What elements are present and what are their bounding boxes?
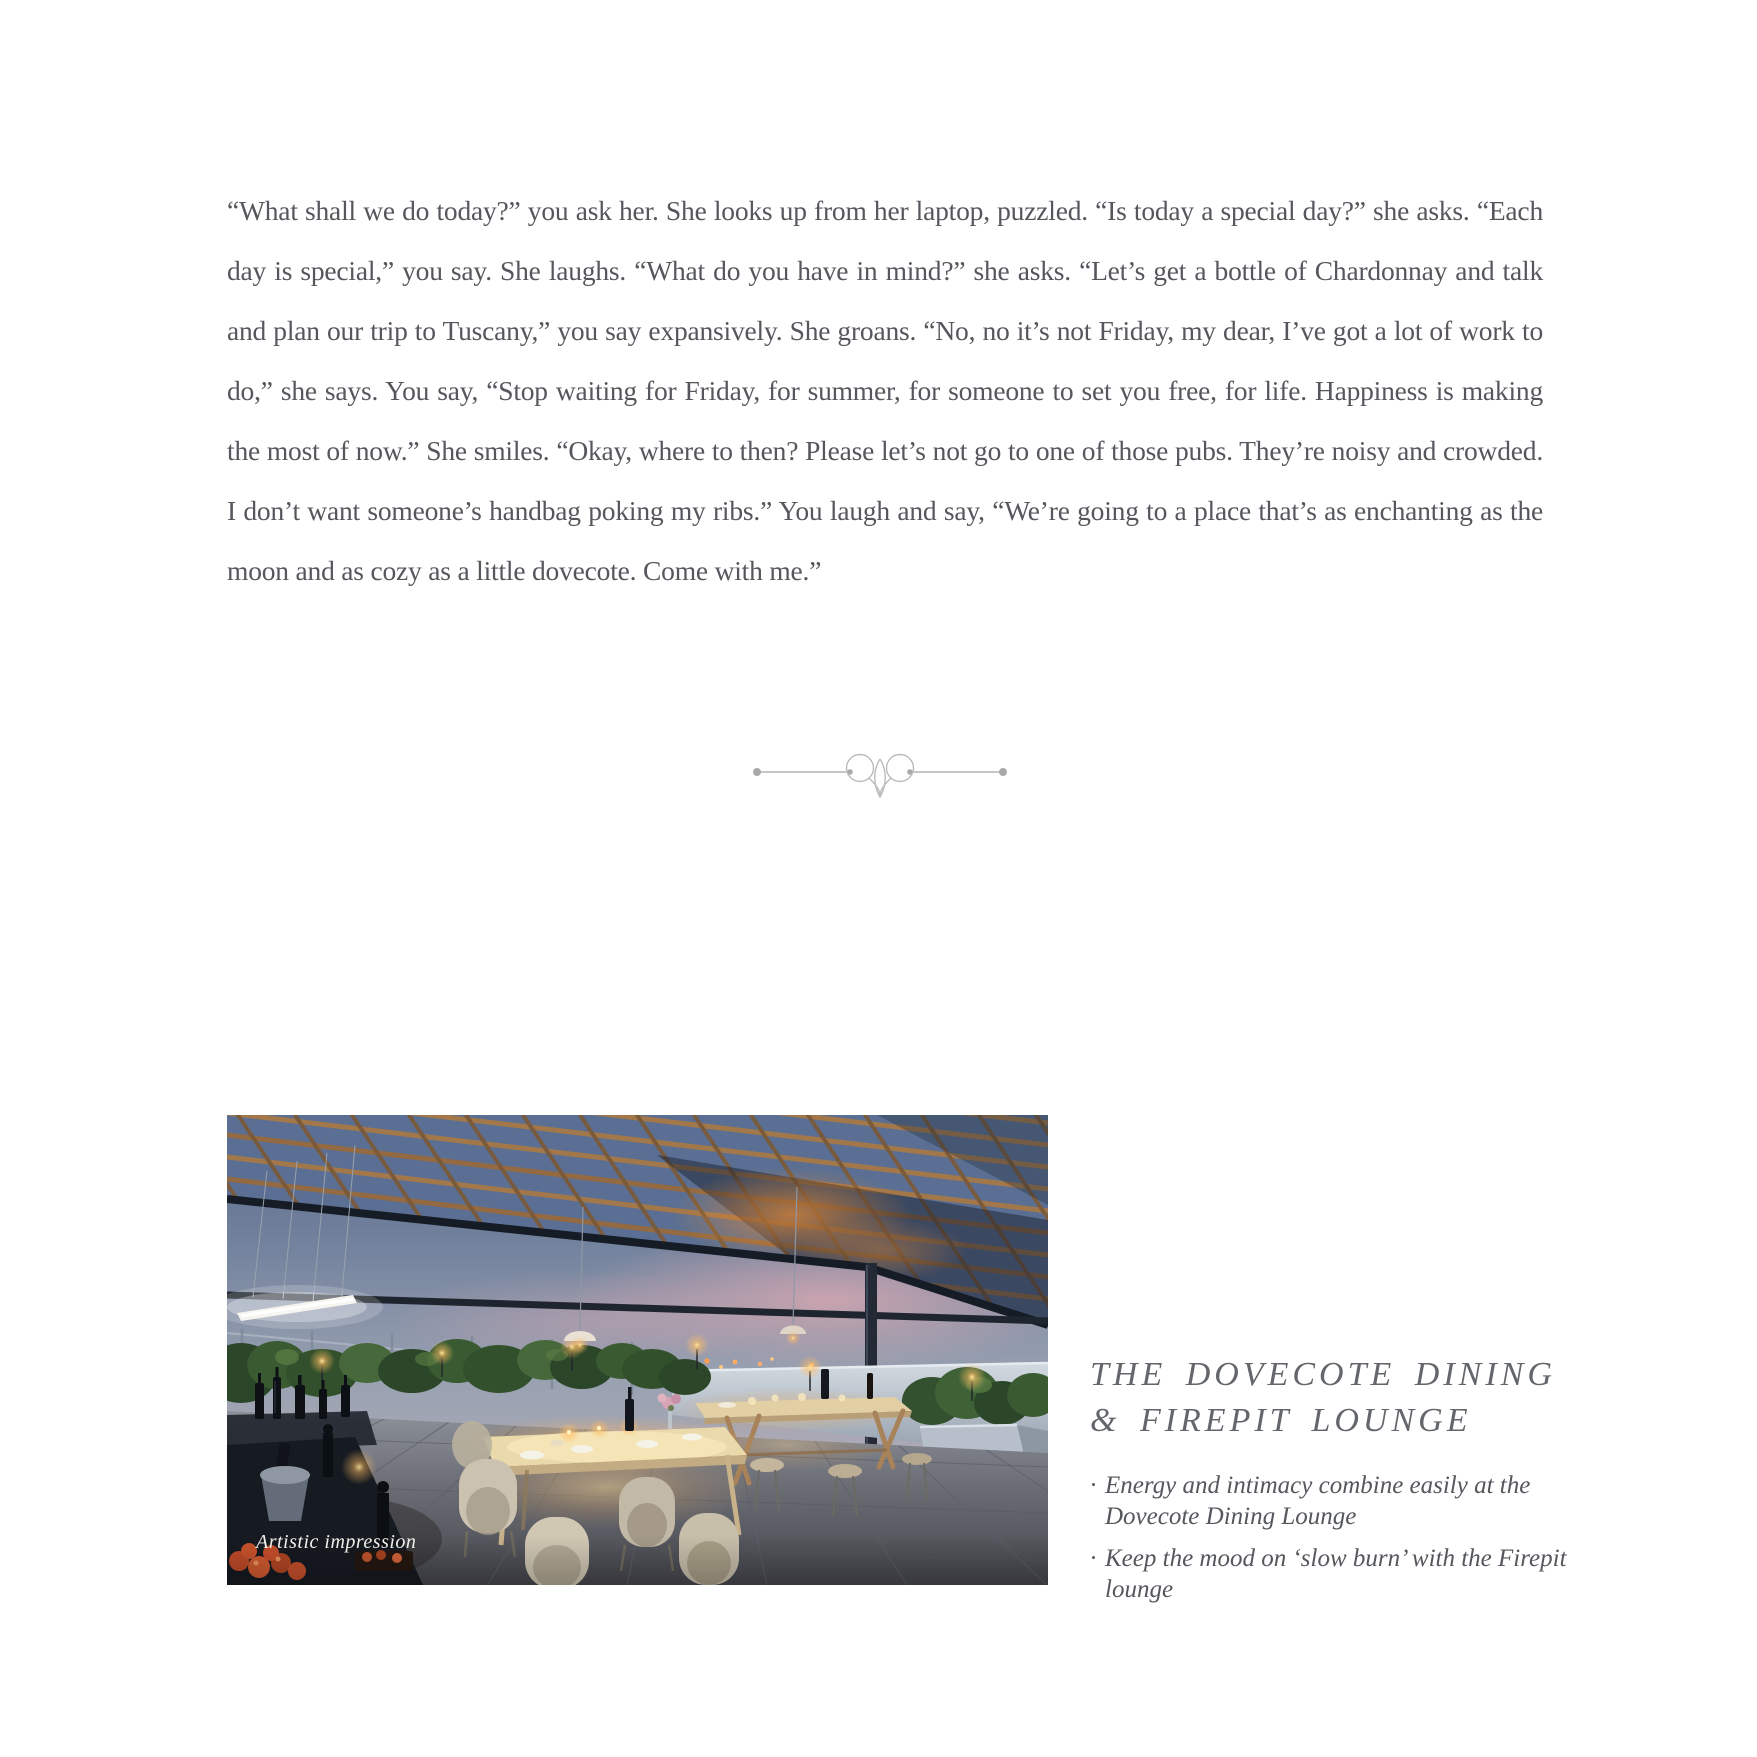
feature-bullet-2 [1090, 1543, 1590, 1605]
photo-caption: Artistic impression [256, 1531, 417, 1553]
divider-scrolls [847, 755, 914, 798]
divider-ornament-graphic [750, 740, 1010, 804]
bullet-dot: · [1090, 1545, 1097, 1572]
feature-title [1090, 1352, 1590, 1444]
rooftop-render [227, 1115, 1048, 1585]
feature-bullets [1090, 1470, 1590, 1605]
rooftop-photo [227, 1115, 1048, 1585]
feature-panel [1090, 1352, 1590, 1616]
feature-title-line1: THE DOVECOTE DINING [1090, 1356, 1556, 1393]
feature-bullet-1 [1090, 1470, 1590, 1532]
feature-title-line2: & FIREPIT LOUNGE [1090, 1402, 1472, 1439]
bullet-dot: · [1090, 1472, 1097, 1499]
bullet-text: Energy and intimacy combine easily at the Dovecote Dining Lounge [1105, 1472, 1531, 1530]
divider-ornament [750, 740, 1010, 804]
bullet-text: Keep the mood on ‘slow burn’ with the Firepit lounge [1105, 1545, 1567, 1603]
intro-paragraph: “What shall we do today?” you ask her. She looks up from her laptop, puzzled. “Is today a special day?” she asks. “Each day is special,” you say. She laughs. “What do you have in mind?” she asks. “Let’s get a bottle of Chardonnay and talk and plan our trip to Tuscany,” you say expansively. She groans. “No, no it’s not Friday, my dear, I’ve got a lot of work to do,” she says. You say, “Stop waiting for Friday, for summer, for someone to set you free, for life. Happiness is making the most of now.” She smiles. “Okay, where to then? Please let’s not go to one of those pubs. They’re noisy and crowded. I don’t want someone’s handbag poking my ribs.” You laugh and say, “We’re going to a place that’s as enchanting as the moon and as cozy as a little dovecote. Come with me.” [227, 195, 1543, 586]
